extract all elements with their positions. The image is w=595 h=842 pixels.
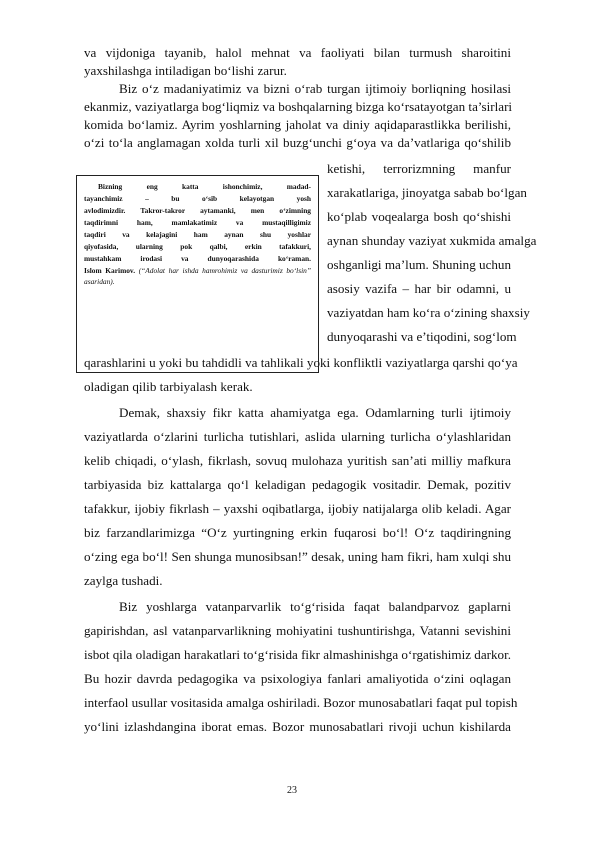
quote-author: Islom Karimov. xyxy=(84,266,136,275)
text-line: zaylga tushadi. xyxy=(84,573,163,588)
text-line: dunyoqarashi va e’tiqodini, sog‘lom xyxy=(327,329,517,344)
quote-source: (“Adolat har ishda hamrohimiz va dasturimiz bo‘lsin” asaridan). xyxy=(84,266,311,286)
quote-line: taqdirimni ham, mamlakatimiz va mustaqilligimiz xyxy=(84,218,311,227)
page-number: 23 xyxy=(287,785,297,796)
text-line: kelib chiqadi, o‘ylash, fikrlash, sovuq mulohaza yuritish san’ati milliy mafkura xyxy=(84,453,511,468)
text-line: xarakatlariga, jinoyatga sabab bo‘lgan xyxy=(327,185,527,200)
text-line: ketishi, terrorizmning manfur xyxy=(327,161,511,176)
text-line: Bu hozir davrda pedagogika va psixologiya fanlari amaliyotida o‘zini oqlagan xyxy=(84,671,511,686)
text-line: vaziyatlarda o‘zlarini turlicha tutishlari, aslida ularning turlicha o‘ylashlaridan xyxy=(84,429,511,444)
text-line: yo‘lini izlashdangina iborat emas. Bozor munosabatlari rivoji uchun kishilarda xyxy=(84,719,511,734)
quote-line: qiyofasida, ularning pok qalbi, erkin tafakkuri, xyxy=(84,242,311,251)
text-line: Biz o‘z madaniyatimiz va bizni o‘rab turgan ijtimoiy borliqning hosilasi xyxy=(119,81,511,96)
text-line: biz farzandlarimizga “O‘z yurtingning erkin fuqarosi bo‘l! O‘z taqdiringning xyxy=(84,525,511,540)
text-line: va vijdoniga tayanib, halol mehnat va faoliyati bilan turmush sharoitini xyxy=(84,45,511,60)
text-line: interfaol usullar vositasida amalga oshiriladi. Bozor munosabatlari faqat pul topish xyxy=(84,695,518,710)
text-line: Demak, shaxsiy fikr katta ahamiyatga ega. Odamlarning turli ijtimoiy xyxy=(119,405,511,420)
text-line: oladigan qilib tarbiyalash kerak. xyxy=(84,379,253,394)
text-line: o‘zi to‘la anglamagan xolda turli xil buzg‘unchi g‘oya va da’vatlariga qo‘shilib xyxy=(84,135,511,150)
quote-line: tayanchimiz – bu o‘sib kelayotgan yosh xyxy=(84,194,311,203)
text-line: isbot qila oladigan harakatlari to‘g‘risida fikr almashinishga o‘rgatishimiz darkor. xyxy=(84,647,512,662)
text-line: asosiy vazifa – har bir odamni, u xyxy=(327,281,511,296)
text-line: ko‘plab voqealarga bosh qo‘shishi xyxy=(327,209,511,224)
text-line: qarashlarini u yoki bu tahdidli va tahlikali yoki konfliktli vaziyatlarga qarshi qo‘ya xyxy=(84,355,518,370)
quote-box xyxy=(76,175,319,373)
quote-line: Bizning eng katta ishonchimiz, madad- xyxy=(98,182,311,191)
quote-line: mustahkam irodasi va dunyoqarashida ko‘raman. xyxy=(84,254,311,263)
quote-line: taqdiri va kelajagini ham aynan shu yoshlar xyxy=(84,230,311,239)
text-line: oshganligi ma’lum. Shuning uchun xyxy=(327,257,512,272)
text-line: tarbiyasida biz kattalarga qo‘l keladigan pedagogik vositadir. Demak, pozitiv xyxy=(84,477,511,492)
text-line: gapirishdan, asl vatanparvarlikning mohiyatini tushuntirishga, Vatanni sevishini xyxy=(84,623,511,638)
text-line: aynan shunday vaziyat xukmida amalga xyxy=(327,233,537,248)
text-line: yaxshilashga intiladigan bo‘lishi zarur. xyxy=(84,63,287,78)
text-line: komida bo‘lamiz. Ayrim yoshlarning jaholat va diniy aqidaparastlikka berilishi, xyxy=(84,117,511,132)
text-line: ekanmiz, vaziyatlarga bog‘liqmiz va boshqalarning bizga ko‘rsatayotgan ta’sirlari xyxy=(84,99,513,114)
quote-line: avlodimizdir. Takror-takror aytamanki, men o‘zimning xyxy=(84,206,311,215)
text-line: tafakkur, ijobiy fikrlash – yaxshi oqibatlarga, ijobiy natijalarga olib keladi. Agar xyxy=(84,501,511,516)
text-line: Biz yoshlarga vatanparvarlik to‘g‘risida faqat balandparvoz gaplarni xyxy=(119,599,511,614)
quote-attribution xyxy=(84,266,311,288)
text-line: vaziyatdan ham ko‘ra o‘zining shaxsiy xyxy=(327,305,530,320)
text-line: o‘zing ega bo‘l! Sen shunga munosibsan!” desak, uning ham fikri, ham xulqi shu xyxy=(84,549,511,564)
